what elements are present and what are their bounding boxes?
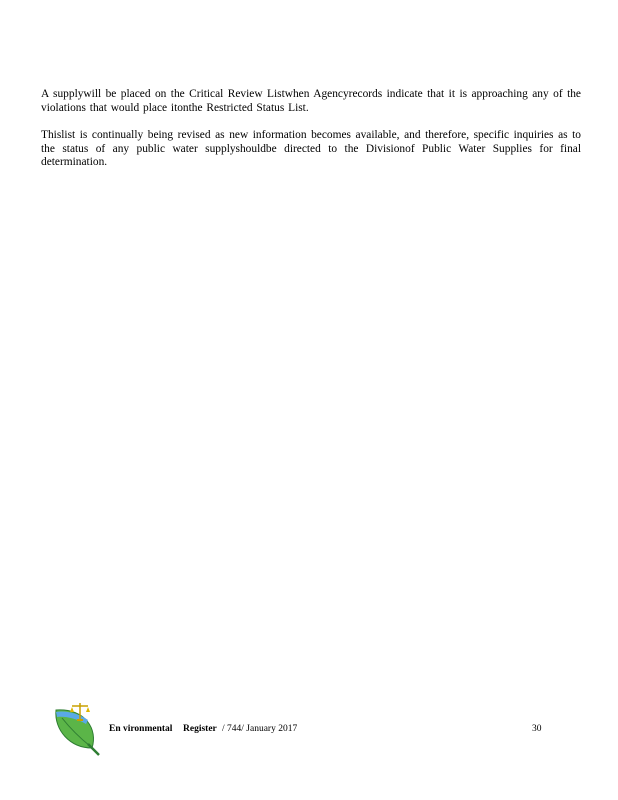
- paragraph-critical-review: A supplywill be placed on the Critical Review Listwhen Agencyrecords indicate that it is approaching any of the violations that would place itonthe Restricted Status List.: [41, 88, 581, 114]
- leaf-scales-logo-icon: [52, 700, 104, 756]
- page-number: 30: [532, 724, 542, 734]
- page-footer: [52, 700, 552, 760]
- footer-register: Register: [183, 724, 217, 734]
- footer-environmental: En vironmental: [109, 724, 173, 734]
- document-body: [41, 88, 581, 184]
- paragraph-list-revision: Thislist is continually being revised as new information becomes available, and therefore, specific inquiries as to the status of any public water supplyshouldbe directed to the Divisionof Public Water Supplies for final determination.: [41, 129, 581, 169]
- footer-issue-date: / 744/ January 2017: [222, 724, 298, 734]
